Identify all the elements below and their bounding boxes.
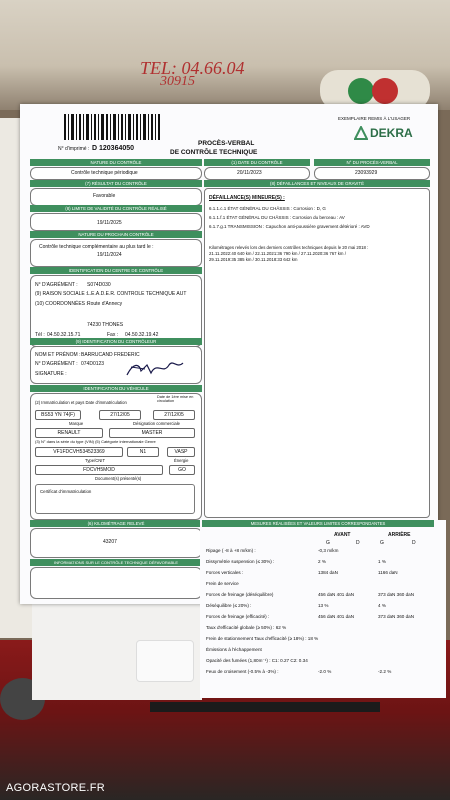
id-controleur-header: (9) IDENTIFICATION DU CONTRÔLEUR <box>30 338 202 345</box>
signature-icon <box>121 357 191 381</box>
sticker-blank <box>136 640 194 682</box>
documents-label: Document(s) présenté(s) <box>95 476 142 481</box>
mesure-row <box>206 614 436 624</box>
mesure-avant-value: 456 daN 401 daN <box>318 614 355 619</box>
date-immat-field: 27/12/05 <box>99 410 141 420</box>
mesure-row <box>206 592 436 602</box>
categorie-field: N1 <box>127 447 159 457</box>
documents-box <box>35 484 195 514</box>
avant-g-label: G <box>326 540 330 546</box>
date-circulation-field: 27/12/05 <box>153 410 195 420</box>
background-poster <box>0 0 450 110</box>
vin-label: (3) N° dans la série du type (VIN) (5) Catégorie internationale Genre <box>35 439 156 444</box>
prochain-box <box>30 239 202 267</box>
certificat-value: Certificat d'immatriculation <box>40 489 92 494</box>
mesure-label: Ripage ( -8 à +8 m/km) : <box>206 548 256 553</box>
imprime-label: N° d'imprimé : <box>58 146 90 152</box>
mesure-row <box>206 570 436 580</box>
mesures-header: MESURES RÉALISÉES ET VALEURS LIMITES CORRESPONDANTES <box>202 520 434 527</box>
vin-field: VF1FDCVH534523369 <box>35 447 123 457</box>
arriere-g-label: G <box>380 540 384 546</box>
mesure-row <box>206 636 436 646</box>
mesure-label: Forces verticales : <box>206 570 244 575</box>
marque-field: RENAULT <box>35 428 103 438</box>
km-history-line-3: 29.11.2019:35 385 km / 30.11.2018:33 642 km <box>209 257 298 262</box>
mesure-avant-value: -2.0 % <box>318 669 332 674</box>
agrement-value: S074D030 <box>87 282 111 288</box>
mesure-label: Forces de freinage (déséquilibre) <box>206 592 274 597</box>
mesure-label: Déséquilibre (≤ 20%) : <box>206 603 252 608</box>
mesure-row <box>206 647 436 657</box>
mesure-arriere-value: -2.2 % <box>378 669 392 674</box>
id-centre-box <box>30 275 202 347</box>
tel-label: Tél : <box>35 332 45 338</box>
avant-d-label: D <box>356 540 360 546</box>
dekra-brand: DEKRA <box>370 126 413 140</box>
raison-label: (9) RAISON SOCIALE : <box>35 291 88 297</box>
info-defavorable-box <box>30 567 202 599</box>
signature-label: SIGNATURE : <box>35 371 67 377</box>
date-header: (1) DATE DU CONTRÔLE <box>204 159 310 166</box>
mesure-row <box>206 669 436 679</box>
tel-value: 04.50.32.15.71 <box>47 332 81 338</box>
sticker-red-circle <box>372 78 398 104</box>
km-box <box>30 528 202 558</box>
poster-phone-text: TEL: 04.66.04 <box>140 58 245 78</box>
km-value: 43207 <box>103 539 117 545</box>
fax-label: Fax : <box>107 332 119 338</box>
defaillance-item-2: 6.1.1.f.1 ÉTAT GÉNÉRAL DU CHÂSSIS : Corrosion du berceau : AV <box>209 215 345 220</box>
resultat-value: Favorable <box>93 193 116 199</box>
pv-value: 23093929 <box>355 170 378 176</box>
imprime-value: D 120364050 <box>92 145 135 152</box>
sticker-green-circle <box>348 78 374 104</box>
car-grille <box>150 702 380 712</box>
mesure-label: Frein de stationnement Taux d'efficacité (≥ 18%) : 18 % <box>206 636 319 641</box>
mesure-row <box>206 625 436 635</box>
mesure-avant-value: 1384 daN <box>318 570 338 575</box>
mesure-label: Forces de freinage (efficacité) : <box>206 614 270 619</box>
limite-value: 19/11/2025 <box>97 220 122 226</box>
title-line2: DE CONTRÔLE TECHNIQUE <box>170 149 258 156</box>
immat-label: (2) Immatriculation et pays Date d'immatriculation <box>35 400 127 405</box>
mesures-section <box>200 520 446 698</box>
mesure-label: Opacité des fumées (1,80m⁻¹) : C1: 0.27 C2: 0.34 <box>206 658 308 663</box>
premiere-circulation-label: Date de 1ère mise en circulation <box>157 395 194 403</box>
energie-field: GO <box>169 465 195 475</box>
defaillances-box <box>204 188 430 518</box>
mesure-label: Feux de croisement (-0.5% à -3%) : <box>206 669 279 674</box>
km-history-line-2: 21.11.2022:40 640 km / 22.11.2021:36 790 km / 27.11.2020:36 767 km / <box>209 251 346 256</box>
agrement-label: N° D'AGRÉMENT : <box>35 282 78 288</box>
defaillance-item-3: 6.1.7.g.1 TRANSMISSION : Capuchon anti-poussière gravement détérioré : AVD <box>209 224 370 229</box>
energie-label: Énergie <box>174 458 189 463</box>
km-history-line-1: Kilométrages relevés lors des derniers contrôles techniques depuis le 20 mai 2018 : <box>209 245 369 250</box>
second-sheet-left <box>32 600 202 700</box>
nature-header: NATURE DU CONTRÔLE <box>30 159 202 166</box>
mesure-row <box>206 559 436 569</box>
title-line1: PROCÈS-VERBAL <box>198 140 255 147</box>
limite-box <box>30 213 202 231</box>
genre-field: VASP <box>167 447 195 457</box>
raison-value: L.E.A.D.E.R. CONTROLE TECHNIQUE AUT <box>87 291 187 297</box>
mesure-avant-value: -0,3 m/km <box>318 548 339 553</box>
mesure-row <box>206 658 436 668</box>
agrement2-label: N° D'AGRÉMENT : <box>35 361 78 367</box>
defaillances-title: DÉFAILLANCE(S) MINEURE(S) : <box>209 195 285 201</box>
pv-box <box>314 167 430 180</box>
poster-number-text: 30915 <box>160 74 195 89</box>
pv-header: N° DU PROCÈS-VERBAL <box>314 159 430 166</box>
id-vehicule-box <box>30 393 202 520</box>
avant-label: AVANT <box>334 532 351 538</box>
info-defavorable-header: INFORMATIONS SUR LE CONTRÔLE TECHNIQUE DÉFAVORABLE <box>30 559 202 566</box>
km-header: (6) KILOMÉTRAGE RELEVÉ <box>30 520 202 527</box>
prochain-value-2: 19/11/2024 <box>97 252 122 258</box>
defaillance-item-1: 6.1.1.c.1 ÉTAT GÉNÉRAL DU CHÂSSIS : Corrosion : D, G <box>209 206 326 211</box>
mesure-label: Émissions à l'échappement <box>206 647 262 652</box>
type-field: FDCVH5MOD <box>35 465 163 475</box>
arriere-d-label: D <box>412 540 416 546</box>
mesure-label: Taux d'efficacité globale (≥ 50%) : 62 % <box>206 625 287 630</box>
mesure-row <box>206 581 436 591</box>
resultat-header: (7) RÉSULTAT DU CONTRÔLE <box>30 180 202 187</box>
nom-value: BARRUCAND FREDERIC <box>81 352 140 358</box>
nature-box <box>30 167 202 180</box>
watermark-text: AGORASTORE.FR <box>6 782 106 794</box>
nature-value: Contrôle technique périodique <box>71 170 138 176</box>
mesure-arriere-value: 4 % <box>378 603 386 608</box>
resultat-box <box>30 188 202 206</box>
mesure-arriere-value: 1 % <box>378 559 386 564</box>
mesure-row <box>206 603 436 613</box>
fax-value: 04.50.32.19.42 <box>125 332 159 338</box>
mesure-avant-value: 13 % <box>318 603 329 608</box>
agrement2-value: 074D0123 <box>81 361 105 367</box>
defaillances-header: (8) DÉFAILLANCES ET NIVEAUX DE GRAVITÉ <box>204 180 430 187</box>
mesure-arriere-value: 373 daN 360 daN <box>378 614 415 619</box>
arriere-label: ARRIÈRE <box>388 532 411 538</box>
coord-value-1: Route d'Annecy <box>87 301 123 307</box>
mesure-label: Frein de service <box>206 581 239 586</box>
immat-field: BS53 YN 74(F) <box>35 410 81 420</box>
mesure-row <box>206 548 436 558</box>
exemplaire-label: EXEMPLAIRE REMIS À L'USAGER <box>338 116 411 121</box>
coord-label: (10) COORDONNÉES : <box>35 301 88 307</box>
dekra-logo <box>354 126 413 145</box>
id-controleur-box <box>30 346 202 384</box>
limite-header: (8) LIMITE DE VALIDITÉ DU CONTRÔLE RÉALISÉ <box>30 205 202 212</box>
id-vehicule-header: IDENTIFICATION DU VÉHICULE <box>30 385 202 392</box>
id-centre-header: IDENTIFICATION DU CENTRE DE CONTRÔLE <box>30 267 202 274</box>
date-value: 20/11/2023 <box>237 170 262 176</box>
designation-label: Désignation commerciale <box>133 421 181 426</box>
marque-label: Marque <box>69 421 84 426</box>
type-label: Type/CNIT <box>85 458 106 463</box>
dekra-logo-icon <box>354 126 368 140</box>
mesure-label: Dissymétrie suspension (≤ 30%) : <box>206 559 275 564</box>
designation-field: MASTER <box>109 428 195 438</box>
barcode-icon <box>64 114 160 140</box>
mesure-avant-value: 456 daN 401 daN <box>318 592 355 597</box>
nom-label: NOM ET PRÉNOM : <box>35 352 81 358</box>
mesure-arriere-value: 373 daN 360 daN <box>378 592 415 597</box>
prochain-value-1: Contrôle technique complémentaire au plus tard le : <box>39 244 154 250</box>
prochain-header: NATURE DU PROCHAIN CONTRÔLE <box>30 231 202 238</box>
mesure-avant-value: 2 % <box>318 559 326 564</box>
coord-value-2: 74230 THONES <box>87 322 124 328</box>
mesure-arriere-value: 1166 daN <box>378 570 398 575</box>
date-box <box>204 167 310 180</box>
